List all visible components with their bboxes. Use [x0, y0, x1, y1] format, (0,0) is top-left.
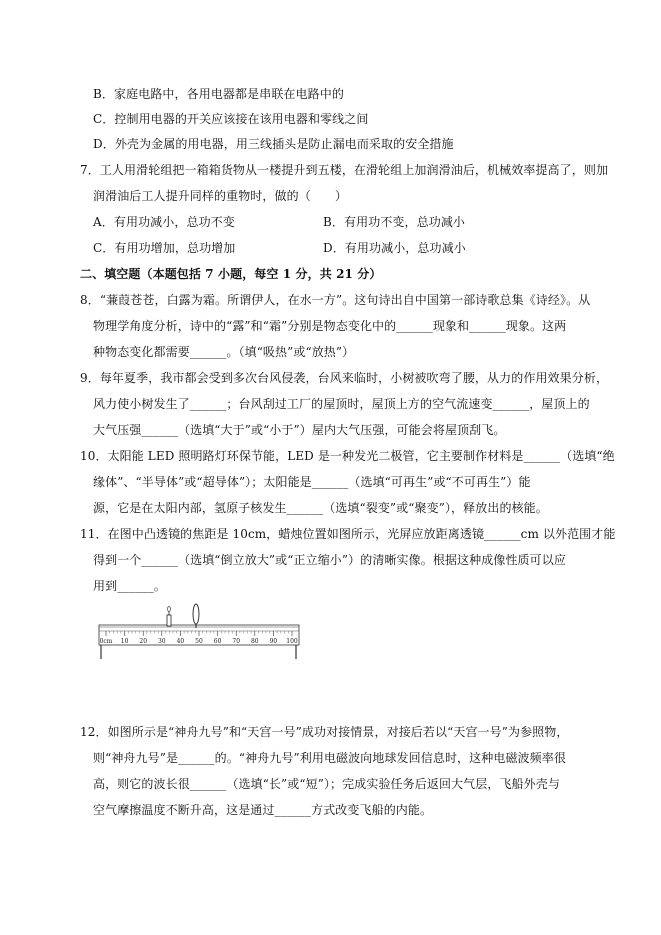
ruler-tick-label: 10: [120, 638, 129, 645]
q11-line3: 用到______。: [93, 579, 166, 593]
section2-title: 二、填空题（本题包括 7 小题，每空 1 分，共 21 分）: [80, 267, 382, 281]
q12-line2: 则“神舟九号”是______的。“神舟九号”利用电磁波向地球发回信息时，这种电磁波频率很: [93, 751, 566, 765]
candle-flame-icon: [168, 607, 171, 612]
q8-line2: 物理学角度分析，诗中的“露”和“霜”分别是物态变化中的______现象和______现象。这两: [93, 319, 567, 333]
convex-lens-icon: [193, 604, 199, 624]
ruler-tick-label: 30: [157, 638, 166, 645]
q8-line3: 种物态变化都需要______。（填“吸热”或“放热”）: [93, 345, 355, 359]
q7-stem-line2: 润滑油后工人提升同样的重物时，做的（ ）: [93, 189, 348, 203]
ruler-tick-label: 80: [250, 638, 259, 645]
q7-option-d: D．有用功减小，总功减小: [323, 241, 466, 255]
q7-option-b: B．有用功不变，总功减小: [323, 215, 466, 229]
q11-line2: 得到一个______（选填“倒立放大”或“正立缩小”）的清晰实像。根据这种成像性质可以应: [93, 553, 566, 567]
optical-bench-figure: [96, 603, 302, 663]
q10-line3: 源，它是在太阳内部，氢原子核发生______（选填“裂变”或“聚变”），释放出的核能。: [93, 501, 548, 515]
q12-line3: 高，则它的波长很______（选填“长”或“短”）；完成实验任务后返回大气层，飞船外壳与: [93, 777, 560, 791]
ruler-tick-label: 20: [139, 638, 148, 645]
q8-line1: 8．“蒹葭苍苍，白露为霜。所谓伊人，在水一方”。这句诗出自中国第一部诗歌总集《诗经》。从: [80, 293, 591, 307]
ruler-tick-label: 100: [286, 638, 298, 645]
candle-body: [167, 615, 171, 626]
ruler-tick-label: 90: [269, 638, 278, 645]
ruler-tick-label: 50: [195, 638, 203, 645]
q7-option-a: A．有用功减小，总功不变: [93, 215, 235, 229]
q9-line1: 9．每年夏季，我市都会受到多次台风侵袭，台风来临时，小树被吹弯了腰，从力的作用效果分析，: [80, 371, 609, 385]
q10-line1: 10．太阳能 LED 照明路灯环保节能，LED 是一种发光二极管，它主要制作材料是______（选填“绝: [80, 449, 615, 463]
q9-line3: 大气压强______（选填“大于”或“小于”）屋内大气压强，可能会将屋顶刮飞。: [93, 423, 506, 437]
q7-stem-line1: 7．工人用滑轮组把一箱箱货物从一楼提升到五楼，在滑轮组上加润滑油后，机械效率提高了，则加: [80, 163, 609, 177]
q7-option-c: C．有用功增加，总功增加: [93, 241, 236, 255]
q10-line2: 缘体”、“半导体”或“超导体”）；太阳能是______（选填“可再生”或“不可再生”）能: [93, 475, 531, 489]
q6-option-c: C．控制用电器的开关应该接在该用电器和零线之间: [93, 112, 369, 126]
ruler-tick-label: 60: [213, 638, 222, 645]
q6-option-d: D．外壳为金属的用电器，用三线插头是防止漏电而采取的安全措施: [93, 137, 454, 151]
q6-option-b: B．家庭电路中，各用电器都是串联在电路中的: [93, 87, 344, 101]
ruler-tick-label: 40: [176, 638, 185, 645]
q12-line1: 12．如图所示是“神舟九号”和“天宫一号”成功对接情景，对接后若以“天宫一号”为参照物，: [80, 725, 569, 739]
q9-line2: 风力使小树发生了______；台风刮过工厂的屋顶时，屋顶上方的空气流速变______，屋顶上的: [93, 397, 590, 411]
q12-line4: 空气摩擦温度不断升高，这是通过______方式改变飞船的内能。: [93, 803, 433, 817]
ruler-tick-label: 0cm: [99, 638, 113, 645]
ruler-tick-label: 70: [232, 638, 241, 645]
q11-line1: 11．在图中凸透镜的焦距是 10cm，蜡烛位置如图所示，光屏应放距离透镜______cm 以外范围才能: [80, 527, 616, 541]
